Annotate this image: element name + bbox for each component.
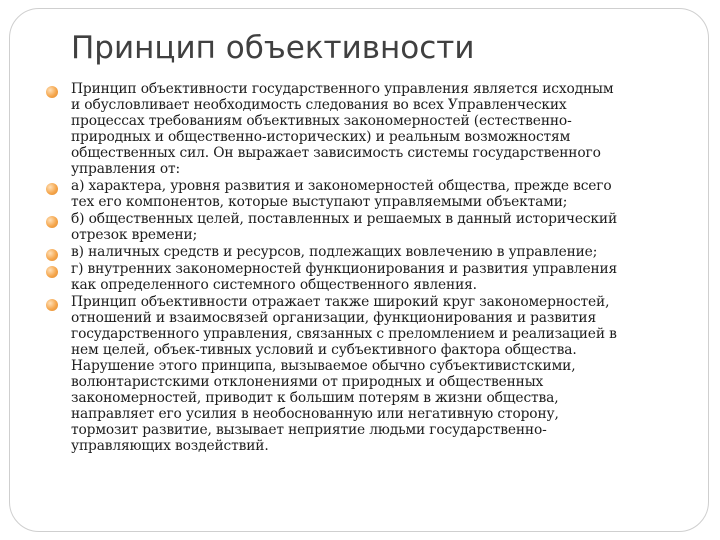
bullet-text <box>71 294 698 454</box>
text-line: Принцип объективности отражает также широкий круг закономерностей, <box>71 294 610 310</box>
bullet-item-c <box>46 244 698 260</box>
bullet-marker-icon <box>46 183 58 195</box>
bullet-text <box>71 211 698 243</box>
bullet-item-b <box>46 211 698 243</box>
text-line: природных и общественно-исторических) и реальным возможностям <box>71 129 571 145</box>
text-line: Нарушение этого принципа, вызываемое обычно субъективистскими, <box>71 358 576 374</box>
text-line: тех его компонентов, которые выступают управляемыми объектами; <box>71 194 568 210</box>
bullet-marker-icon <box>46 249 58 261</box>
bullet-marker-icon <box>46 299 58 311</box>
text-line: процессах требованиям объективных закономерностей (естественно- <box>71 113 572 129</box>
slide-title: Принцип объективности <box>71 30 475 66</box>
text-line: государственного управления, связанных с преломлением и реализацией в <box>71 326 617 342</box>
bullet-list <box>46 81 698 455</box>
text-line: как определенного системного общественного явления. <box>71 277 477 293</box>
text-line: Принцип объективности государственного управления является исходным <box>71 81 614 97</box>
bullet-item-intro <box>46 81 698 177</box>
bullet-text <box>71 178 698 210</box>
bullet-text <box>71 244 698 260</box>
text-line: тормозит развитие, вызывает неприятие людьми государственно- <box>71 422 547 438</box>
text-line: закономерностей, приводит к большим потерям в жизни общества, <box>71 390 559 406</box>
text-line: в) наличных средств и ресурсов, подлежащих вовлечению в управление; <box>71 244 598 260</box>
text-line: б) общественных целей, поставленных и решаемых в данный исторический <box>71 211 617 227</box>
bullet-marker-icon <box>46 86 58 98</box>
text-line: управляющих воздействий. <box>71 438 269 454</box>
text-line: отношений и взаимосвязей организации, функционирования и развития <box>71 310 597 326</box>
bullet-marker-icon <box>46 216 58 228</box>
text-line: направляет его усилия в необоснованную или негативную сторону, <box>71 406 559 422</box>
text-line: отрезок времени; <box>71 227 198 243</box>
bullet-item-d <box>46 261 698 293</box>
text-line: управления от: <box>71 161 181 177</box>
text-line: общественных сил. Он выражает зависимость системы государственного <box>71 145 601 161</box>
bullet-text <box>71 261 698 293</box>
text-line: а) характера, уровня развития и закономерностей общества, прежде всего <box>71 178 612 194</box>
text-line: и обусловливает необходимость следования во всех Управленческих <box>71 97 567 113</box>
text-line: волюнтаристскими отклонениями от природных и общественных <box>71 374 544 390</box>
bullet-text <box>71 81 698 177</box>
bullet-item-a <box>46 178 698 210</box>
bullet-item-conclusion <box>46 294 698 454</box>
bullet-marker-icon <box>46 266 58 278</box>
text-line: нем целей, объек-тивных условий и субъективного фактора общества. <box>71 342 577 358</box>
text-line: г) внутренних закономерностей функционирования и развития управления <box>71 261 618 277</box>
